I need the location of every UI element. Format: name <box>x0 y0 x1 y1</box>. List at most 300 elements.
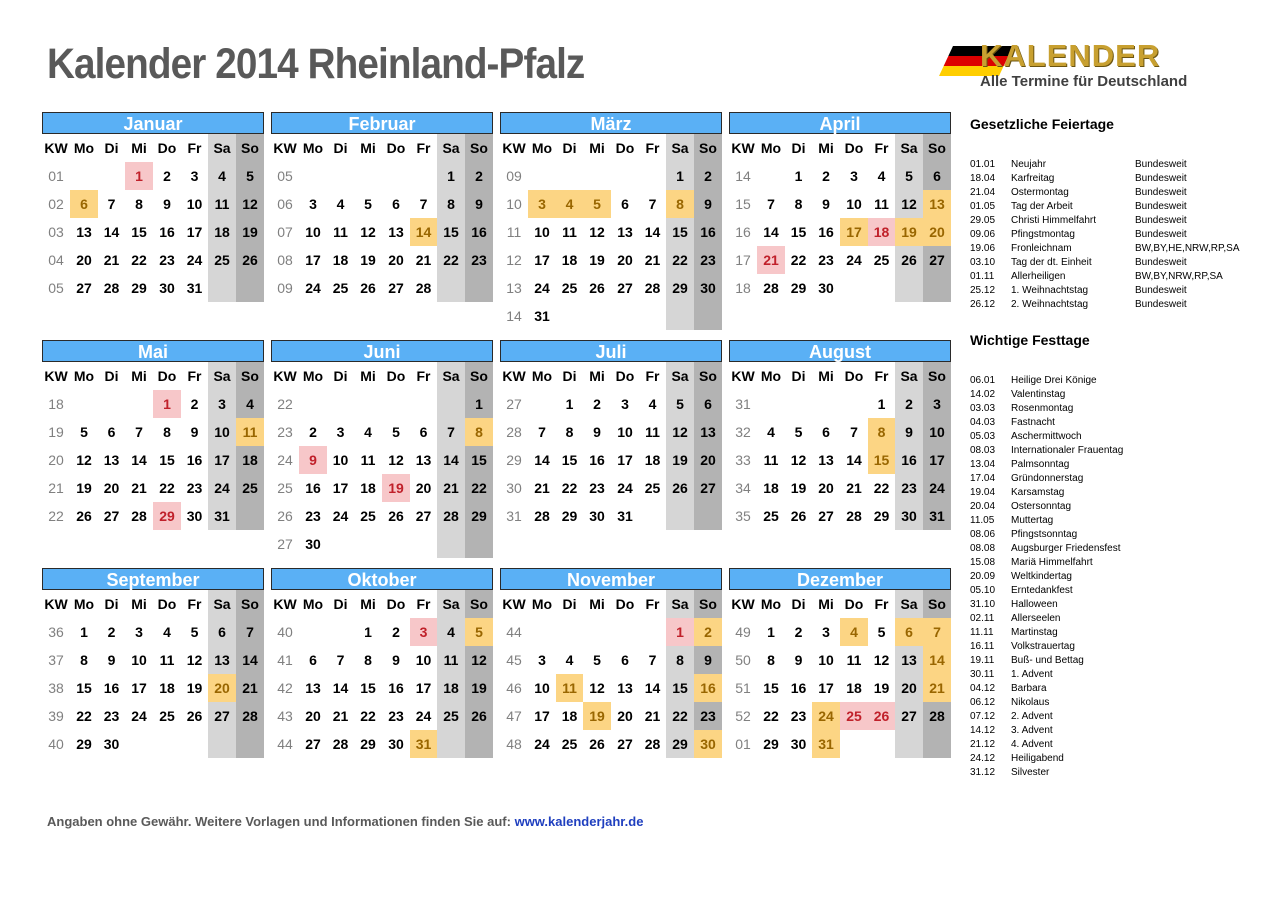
month-days-grid <box>729 134 951 302</box>
week-number: 27 <box>506 396 522 412</box>
day-cell: 3 <box>336 424 345 440</box>
day-cell: 28 <box>332 736 349 752</box>
feast-row <box>970 612 1270 626</box>
day-cell: 23 <box>818 252 834 268</box>
day-cell: 25 <box>360 508 376 524</box>
day-cell: 13 <box>415 452 432 468</box>
day-cell: 30 <box>901 508 917 524</box>
day-cell: 13 <box>617 224 633 240</box>
day-cell: 12 <box>186 652 203 668</box>
weekday-header: Di <box>104 596 119 612</box>
feast-date: 14.12 <box>970 725 996 736</box>
day-cell: 17 <box>186 224 203 240</box>
holiday-day: 21 <box>757 246 785 274</box>
day-cell: 2 <box>593 396 601 412</box>
day-cell: 16 <box>388 680 404 696</box>
feast-date: 16.11 <box>970 641 995 652</box>
day-cell: 5 <box>80 424 88 440</box>
feast-name: 3. Advent <box>1011 725 1053 736</box>
holiday-row <box>970 284 1270 298</box>
day-cell: 17 <box>305 252 321 268</box>
month-title: Juli <box>500 340 722 362</box>
day-cell: 27 <box>388 280 404 296</box>
feast-date: 13.04 <box>970 459 996 470</box>
holiday-date: 03.10 <box>970 257 996 268</box>
feasts-list <box>970 374 1270 780</box>
logo-wordmark: KALENDER <box>980 38 1161 73</box>
week-number: 43 <box>277 708 293 724</box>
feast-name: Karsamstag <box>1011 487 1065 498</box>
weekday-header: Do <box>157 596 177 612</box>
week-number: 35 <box>735 508 751 524</box>
weekday-header: Di <box>104 140 119 156</box>
week-number: 22 <box>48 508 64 524</box>
feast-row <box>970 682 1270 696</box>
day-cell: 3 <box>850 168 858 184</box>
day-cell: 21 <box>103 252 120 268</box>
week-number-header: KW <box>502 596 526 612</box>
feast-row <box>970 374 1270 388</box>
weekday-header: Fr <box>187 140 202 156</box>
day-cell: 29 <box>672 736 688 752</box>
feast-row <box>970 542 1270 556</box>
month-title: Oktober <box>271 568 493 590</box>
footer <box>47 814 643 829</box>
feast-day: 6 <box>895 618 923 646</box>
day-cell: 14 <box>103 224 120 240</box>
holiday-name: Karfreitag <box>1011 173 1055 184</box>
feast-row <box>970 416 1270 430</box>
feast-name: 4. Advent <box>1011 739 1053 750</box>
holiday-region: Bundesweit <box>1135 229 1187 240</box>
weekday-header: Mi <box>818 368 834 384</box>
feast-row <box>970 486 1270 500</box>
day-cell: 26 <box>242 252 258 268</box>
feast-day: 11 <box>556 674 583 702</box>
feast-name: Gründonnerstag <box>1011 473 1084 484</box>
feast-name: Heiligabend <box>1011 753 1064 764</box>
feast-name: Ostersonntag <box>1011 501 1072 512</box>
feast-date: 08.06 <box>970 529 996 540</box>
day-cell: 10 <box>186 196 203 212</box>
holiday-row <box>970 186 1270 200</box>
feast-day: 24 <box>812 702 840 730</box>
feast-name: Pfingstsonntag <box>1011 529 1078 540</box>
day-cell: 22 <box>159 480 175 496</box>
day-cell: 22 <box>561 480 578 496</box>
day-cell: 15 <box>76 680 92 696</box>
feast-day: 14 <box>923 646 951 674</box>
day-cell: 1 <box>80 624 88 640</box>
day-cell: 28 <box>242 708 258 724</box>
day-cell: 1 <box>767 624 775 640</box>
day-cell: 17 <box>214 452 230 468</box>
day-cell: 26 <box>76 508 92 524</box>
feast-name: Halloween <box>1011 599 1058 610</box>
holiday-name: Neujahr <box>1011 159 1047 170</box>
week-number-header: KW <box>273 140 297 156</box>
week-number: 52 <box>735 708 751 724</box>
day-cell: 17 <box>534 252 550 268</box>
day-cell: 23 <box>700 252 716 268</box>
day-cell: 18 <box>644 452 661 468</box>
day-cell: 15 <box>763 680 779 696</box>
day-cell: 21 <box>534 480 550 496</box>
month-days-grid <box>271 362 493 558</box>
holiday-date: 01.01 <box>970 159 996 170</box>
day-cell: 14 <box>534 452 550 468</box>
day-cell: 26 <box>901 252 917 268</box>
weekday-header: So <box>699 368 717 384</box>
day-cell: 26 <box>672 480 688 496</box>
day-cell: 28 <box>443 508 459 524</box>
week-number: 46 <box>506 680 522 696</box>
weekday-header: Sa <box>213 368 231 384</box>
weekday-header: Mo <box>302 596 324 612</box>
day-cell: 17 <box>332 480 349 496</box>
day-cell: 12 <box>672 424 688 440</box>
day-cell: 24 <box>846 252 862 268</box>
feast-date: 07.12 <box>970 711 996 722</box>
day-cell: 21 <box>846 480 862 496</box>
day-cell: 19 <box>589 252 605 268</box>
week-number: 47 <box>506 708 522 724</box>
day-cell: 19 <box>76 480 92 496</box>
day-cell: 16 <box>901 452 917 468</box>
month-title: März <box>500 112 722 134</box>
week-number: 31 <box>506 508 522 524</box>
kalender-logo[interactable] <box>946 38 1216 98</box>
month-days-grid <box>500 590 722 758</box>
day-cell: 15 <box>561 452 578 468</box>
day-cell: 2 <box>163 168 171 184</box>
weekday-header: Di <box>562 368 577 384</box>
week-number: 19 <box>48 424 64 440</box>
day-cell: 25 <box>159 708 175 724</box>
day-cell: 15 <box>471 452 487 468</box>
month-days-grid <box>42 362 264 530</box>
feast-row <box>970 654 1270 668</box>
holiday-region: Bundesweit <box>1135 201 1187 212</box>
day-cell: 5 <box>676 396 684 412</box>
month-title: August <box>729 340 951 362</box>
day-cell: 17 <box>131 680 147 696</box>
day-cell: 5 <box>593 652 601 668</box>
weekday-header: Sa <box>213 140 231 156</box>
day-cell: 26 <box>186 708 203 724</box>
day-cell: 10 <box>415 652 432 668</box>
weekday-header: Mi <box>589 140 605 156</box>
day-cell: 9 <box>163 196 171 212</box>
day-cell: 14 <box>763 224 779 240</box>
month-title: September <box>42 568 264 590</box>
day-cell: 29 <box>471 508 487 524</box>
day-cell: 24 <box>214 480 230 496</box>
day-cell: 19 <box>242 224 258 240</box>
feast-day: 5 <box>583 190 611 218</box>
day-cell: 22 <box>790 252 807 268</box>
day-cell: 29 <box>131 280 147 296</box>
day-cell: 5 <box>794 424 803 440</box>
weekday-header: So <box>470 140 488 156</box>
day-cell: 18 <box>214 224 230 240</box>
feast-day: 20 <box>923 218 951 246</box>
feast-date: 08.08 <box>970 543 996 554</box>
day-cell: 29 <box>360 736 376 752</box>
day-cell: 25 <box>561 736 578 752</box>
day-cell: 15 <box>131 224 147 240</box>
feast-date: 19.04 <box>970 487 996 498</box>
day-cell: 17 <box>617 452 633 468</box>
day-cell: 22 <box>672 708 688 724</box>
week-number: 24 <box>277 452 293 468</box>
week-number: 21 <box>48 480 64 496</box>
day-cell: 16 <box>818 224 834 240</box>
day-cell: 14 <box>242 652 258 668</box>
holiday-date: 01.11 <box>970 271 995 282</box>
day-cell: 13 <box>76 224 92 240</box>
week-number-header: KW <box>731 368 755 384</box>
feast-name: Silvester <box>1011 767 1050 778</box>
holiday-day: 1 <box>125 162 153 190</box>
day-cell: 24 <box>186 252 203 268</box>
feast-name: Heilige Drei Könige <box>1011 375 1097 386</box>
day-cell: 7 <box>767 196 775 212</box>
day-cell: 20 <box>388 252 404 268</box>
week-number: 14 <box>735 168 751 184</box>
month-days-grid <box>500 362 722 530</box>
day-cell: 15 <box>672 680 688 696</box>
day-cell: 30 <box>388 736 404 752</box>
feast-day: 19 <box>583 702 611 730</box>
week-number: 01 <box>735 736 751 752</box>
day-cell: 1 <box>676 168 684 184</box>
feast-day: 8 <box>666 190 694 218</box>
day-cell: 17 <box>534 708 550 724</box>
day-cell: 23 <box>790 708 807 724</box>
day-cell: 22 <box>360 708 376 724</box>
week-number: 06 <box>277 196 293 212</box>
feast-name: Valentinstag <box>1011 389 1066 400</box>
day-cell: 15 <box>360 680 376 696</box>
day-cell: 18 <box>360 480 376 496</box>
footer-text: Angaben ohne Gewähr. Weitere Vorlagen und Informationen finden Sie auf: <box>47 814 515 829</box>
feast-row <box>970 458 1270 472</box>
day-cell: 30 <box>159 280 175 296</box>
feast-day: 6 <box>70 190 98 218</box>
page-title: Kalender 2014 Rheinland-Pfalz <box>47 40 585 88</box>
weekday-header: Fr <box>874 140 889 156</box>
day-cell: 17 <box>415 680 432 696</box>
day-cell: 25 <box>561 280 578 296</box>
month-dezember <box>729 568 951 758</box>
day-cell: 9 <box>190 424 199 440</box>
day-cell: 16 <box>186 452 203 468</box>
holiday-region: Bundesweit <box>1135 187 1187 198</box>
month-september <box>42 568 264 758</box>
weekday-header: Fr <box>416 596 431 612</box>
day-cell: 6 <box>419 424 428 440</box>
day-cell: 9 <box>704 196 712 212</box>
feast-date: 17.04 <box>970 473 996 484</box>
day-cell: 31 <box>186 280 203 296</box>
feast-name: Martinstag <box>1011 627 1058 638</box>
weekday-header: So <box>928 368 946 384</box>
holiday-name: Pfingstmontag <box>1011 229 1075 240</box>
week-number: 11 <box>506 224 522 240</box>
weekday-header: Mi <box>131 596 147 612</box>
weekday-header: Do <box>615 596 635 612</box>
week-number: 20 <box>48 452 64 468</box>
weekday-header: Mo <box>302 140 324 156</box>
day-cell: 9 <box>107 652 116 668</box>
day-cell: 23 <box>186 480 203 496</box>
day-cell: 5 <box>364 196 372 212</box>
day-cell: 15 <box>672 224 688 240</box>
weekday-header: Do <box>615 140 635 156</box>
day-cell: 28 <box>103 280 120 296</box>
week-number: 44 <box>506 624 522 640</box>
holiday-name: Tag der dt. Einheit <box>1011 257 1092 268</box>
day-cell: 16 <box>159 224 175 240</box>
day-cell: 23 <box>901 480 917 496</box>
feast-date: 14.02 <box>970 389 996 400</box>
weekday-header: Do <box>157 140 177 156</box>
day-cell: 10 <box>929 424 945 440</box>
day-cell: 20 <box>415 480 432 496</box>
day-cell: 16 <box>471 224 487 240</box>
week-number: 09 <box>277 280 293 296</box>
day-cell: 15 <box>790 224 807 240</box>
week-number: 25 <box>277 480 293 496</box>
week-number-header: KW <box>44 596 68 612</box>
weekday-header: Mi <box>589 596 605 612</box>
month-mai <box>42 340 264 530</box>
weekday-header: Di <box>791 368 806 384</box>
sidebar <box>970 116 1270 780</box>
feast-date: 04.12 <box>970 683 996 694</box>
feast-row <box>970 472 1270 486</box>
day-cell: 21 <box>242 680 258 696</box>
day-cell: 7 <box>850 424 858 440</box>
day-cell: 11 <box>159 652 175 668</box>
feast-row <box>970 598 1270 612</box>
weekday-header: So <box>699 140 717 156</box>
holiday-row <box>970 172 1270 186</box>
day-cell: 10 <box>332 452 349 468</box>
holiday-day: 18 <box>868 218 895 246</box>
holiday-day: 1 <box>666 618 694 646</box>
day-cell: 20 <box>305 708 321 724</box>
day-cell: 2 <box>392 624 400 640</box>
day-cell: 11 <box>645 424 660 440</box>
week-number: 27 <box>277 536 293 552</box>
week-number: 38 <box>48 680 64 696</box>
holiday-date: 25.12 <box>970 285 996 296</box>
weekday-header: Sa <box>442 596 460 612</box>
holidays-title: Gesetzliche Feiertage <box>970 116 1114 132</box>
weekday-header: Mo <box>531 596 553 612</box>
day-cell: 23 <box>388 708 404 724</box>
day-cell: 16 <box>103 680 120 696</box>
feast-name: Nikolaus <box>1011 697 1050 708</box>
feast-day: 7 <box>923 618 951 646</box>
week-number: 49 <box>735 624 751 640</box>
holiday-row <box>970 214 1270 228</box>
day-cell: 28 <box>644 280 661 296</box>
holiday-name: 1. Weihnachtstag <box>1011 285 1089 296</box>
holiday-day: 29 <box>153 502 181 530</box>
day-cell: 23 <box>471 252 487 268</box>
day-cell: 31 <box>929 508 945 524</box>
day-cell: 16 <box>305 480 321 496</box>
day-cell: 23 <box>700 708 716 724</box>
week-number: 44 <box>277 736 293 752</box>
feast-row <box>970 584 1270 598</box>
weekday-header: Mi <box>131 140 147 156</box>
day-cell: 25 <box>763 508 779 524</box>
feast-day: 5 <box>465 618 493 646</box>
day-cell: 10 <box>534 224 550 240</box>
weekday-header: So <box>470 368 488 384</box>
day-cell: 30 <box>589 508 605 524</box>
holiday-region: Bundesweit <box>1135 159 1187 170</box>
feast-day: 4 <box>840 618 868 646</box>
feast-day: 11 <box>236 418 264 446</box>
week-number: 31 <box>735 396 751 412</box>
month-days-grid <box>271 134 493 302</box>
weekday-header: Mo <box>531 368 553 384</box>
week-number-header: KW <box>44 368 68 384</box>
day-cell: 23 <box>305 508 321 524</box>
day-cell: 10 <box>131 652 147 668</box>
feast-day: 31 <box>812 730 840 758</box>
day-cell: 30 <box>700 280 716 296</box>
weekday-header: Mo <box>302 368 324 384</box>
weekday-header: Do <box>157 368 177 384</box>
day-cell: 19 <box>790 480 807 496</box>
week-number: 07 <box>277 224 293 240</box>
day-cell: 28 <box>415 280 432 296</box>
feast-day: 14 <box>410 218 437 246</box>
day-cell: 24 <box>332 508 349 524</box>
day-cell: 25 <box>873 252 890 268</box>
weekday-header: So <box>241 140 259 156</box>
week-number: 02 <box>48 196 64 212</box>
week-number-header: KW <box>731 596 755 612</box>
week-number: 16 <box>735 224 751 240</box>
day-cell: 2 <box>704 168 712 184</box>
day-cell: 12 <box>589 680 605 696</box>
day-cell: 25 <box>242 480 258 496</box>
day-cell: 7 <box>648 652 657 668</box>
week-number: 42 <box>277 680 293 696</box>
day-cell: 13 <box>700 424 716 440</box>
day-cell: 30 <box>790 736 807 752</box>
weekday-header: So <box>699 596 717 612</box>
feast-date: 15.08 <box>970 557 996 568</box>
feast-row <box>970 626 1270 640</box>
day-cell: 26 <box>589 736 605 752</box>
day-cell: 14 <box>332 680 349 696</box>
day-cell: 31 <box>534 308 550 324</box>
day-cell: 11 <box>763 452 779 468</box>
month-title: April <box>729 112 951 134</box>
day-cell: 6 <box>933 168 941 184</box>
day-cell: 13 <box>305 680 321 696</box>
footer-link[interactable]: www.kalenderjahr.de <box>514 814 644 829</box>
feast-name: Volkstrauertag <box>1011 641 1075 652</box>
